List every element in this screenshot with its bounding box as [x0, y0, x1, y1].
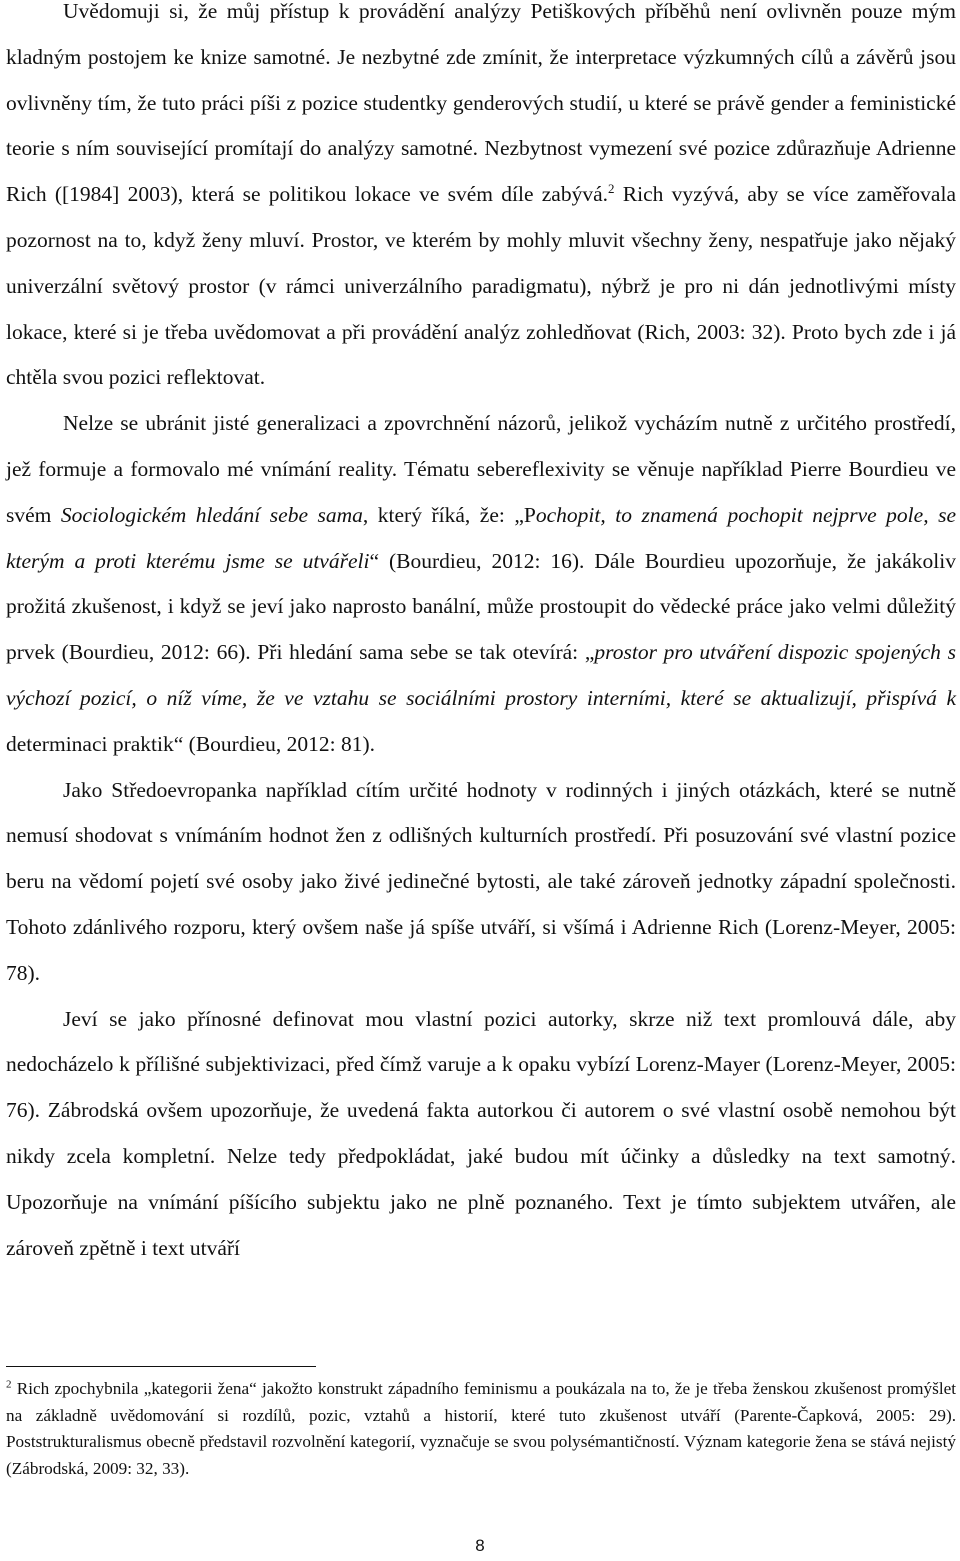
footnote-marker: 2	[6, 1378, 12, 1391]
text-segment: “ (Bourdieu, 2012: 16). Dále Bourdieu upozorňuje, že jakákoliv prožitá zkušenost, i když se jeví jako naprosto banální, může prostoupit do vědecké práce jako velmi důležitý prvek (Bourdieu, 2012: 66). Při hledání sama sebe se tak otevírá: „	[6, 548, 957, 665]
text-segment: Jako Středoevropanka například cítím určité hodnoty v rodinných i jiných otázkách, které se nutně nemusí shodovat s vnímáním hodnot žen z odlišných kulturních prostředí. Při posuzování své vlastní pozice beru na vědomí pojetí své osoby jako živé jedinečné bytosti, ale také zároveň jednotky západní společnosti. Tohoto zdánlivého rozporu, který ovšem naše já spíše utváří, si všímá i Adrienne Rich (Lorenz-Meyer, 2005: 78).	[6, 777, 956, 985]
page-number: 8	[475, 1536, 485, 1555]
text-segment: Nelze se ubránit jisté generalizaci a zpovrchnění názorů, jelikož vycházím nutně z určitého prostředí, jež formuje a formovalo mé vnímání reality. Tématu sebereflexivity se věnuje například Pierre Bourdieu ve svém	[6, 411, 956, 527]
body-text	[6, 0, 956, 1271]
document-page	[6, 0, 956, 1271]
text-segment: , který říká, že: „P	[362, 502, 536, 527]
quotation: prostor pro utváření dispozic spojených s výchozí pozicí, o níž víme, že ve vztahu se sociálními prostory interními, které se aktualizují, přispívá k	[6, 640, 956, 710]
paragraph-bourdieu	[6, 401, 956, 767]
text-segment: Uvědomuji si, že můj přístup k provádění analýzy Petiškových příběhů není ovlivněn pouze mým kladným postojem ke knize samotné. Je nezbytné zde zmínit, že interpretace výzkumných cílů a závěrů jsou ovlivněny tím, že tuto práci píši z pozice studentky genderových studií, u které se právě gender a feministické teorie s ním související promítají do analýzy samotné. Nezbytnost vymezení své pozice zdůrazňuje Adrienne Rich ([1984] 2003), která se politikou lokace ve svém díle zabývá.	[6, 0, 956, 207]
book-title: Sociologickém hledání sebe sama	[60, 502, 363, 527]
text-segment: determinaci praktik“ (Bourdieu, 2012: 81).	[6, 731, 375, 756]
footnote	[6, 1376, 956, 1483]
paragraph-author-position	[6, 997, 956, 1272]
paragraph-central-european	[6, 768, 956, 997]
text-segment: Jeví se jako přínosné definovat mou vlastní pozici autorky, skrze niž text promlouvá dále, aby nedocházelo k přílišné subjektivizaci, před čímž varuje a k opaku vybízí Lorenz-Mayer (Lorenz-Meyer, 2005: 76). Zábrodská ovšem upozorňuje, že uvedená fakta autorkou či autorem o své vlastní osobě nemohou být nikdy zcela kompletní. Nelze tedy předpokládat, jaké budou mít účinky a důsledky na text samotný. Upozorňuje na vnímání píšícího subjektu jako ne plně poznaného. Text je tímto subjektem utvářen, ale zároveň zpětně i text utváří	[6, 1006, 956, 1260]
quotation: ochopit, to znamená pochopit nejprve pole, se kterým a proti kterému jsme se utvářeli	[6, 502, 956, 573]
text-segment: Rich vyzývá, aby se více zaměřovala pozornost na to, když ženy mluví. Prostor, ve kterém by mohly mluvit všechny ženy, nespatřuje jako nějaký univerzální světový prostor (v rámci univerzálního paradigmatu), nýbrž je pro ni dán jednotlivými místy lokace, které si je třeba uvědomovat a při provádění analýz zohledňovat (Rich, 2003: 32). Proto bych zde i já chtěla svou pozici reflektovat.	[6, 182, 956, 390]
footnote-reference: 2	[608, 181, 615, 197]
footnote-separator	[6, 1366, 316, 1367]
footnote-text: Rich zpochybnila „kategorii žena“ jakožto konstrukt západního feminismu a poukázala na to, že je třeba ženskou zkušenost promýšlet na základně uvědomování si rozdílů, pozic, vztahů a historií, které tuto zkušenost utváří (Parente-Čapková, 2005: 29). Poststrukturalismus obecně představil rozvolnění kategorií, vyznačuje se svou polysémantičností. Význam kategorie žena se stává nejistý (Zábrodská, 2009: 32, 33).	[6, 1379, 956, 1479]
paragraph-positionality	[6, 0, 956, 401]
